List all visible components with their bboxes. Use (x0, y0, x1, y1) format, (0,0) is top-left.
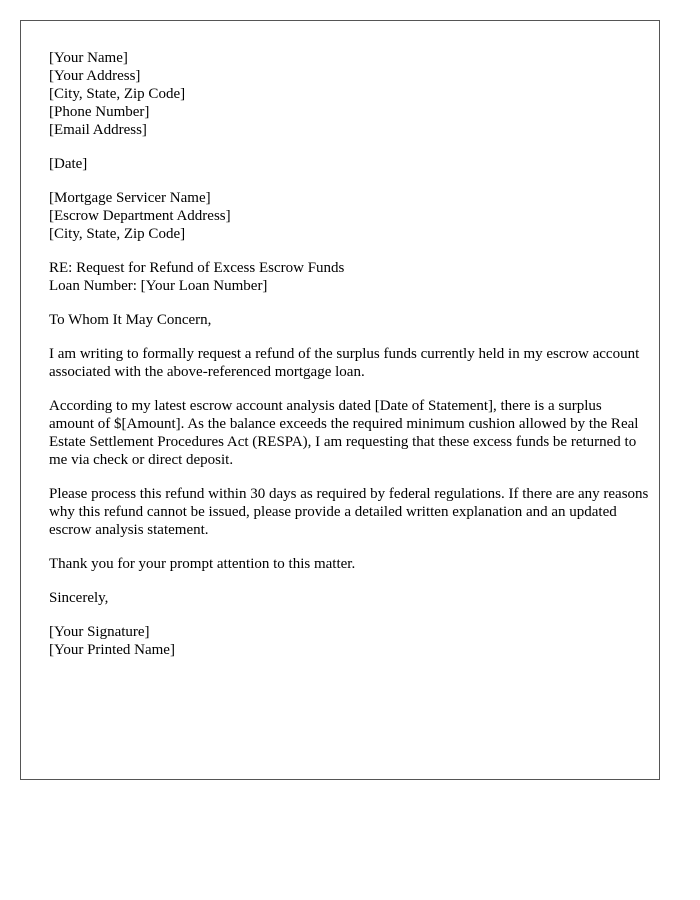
sender-email: [Email Address] (49, 122, 147, 138)
signature-block (49, 623, 649, 659)
subject-block (49, 259, 649, 295)
letter-page (20, 20, 660, 780)
sender-phone: [Phone Number] (49, 104, 150, 120)
letter-date: [Date] (49, 156, 88, 172)
date-block (49, 155, 649, 173)
sender-name: [Your Name] (49, 50, 128, 66)
signature-line: [Your Signature] (49, 624, 150, 640)
printed-name: [Your Printed Name] (49, 642, 175, 658)
body-paragraph-3: Please process this refund within 30 days as required by federal regulations. If there are any reasons why this refund cannot be issued, please provide a detailed written explanation and an updated escrow analysis statement. (49, 486, 649, 538)
letter-body (49, 49, 649, 675)
salutation: To Whom It May Concern, (49, 312, 212, 328)
sender-city-state-zip: [City, State, Zip Code] (49, 86, 186, 102)
recipient-city-state-zip: [City, State, Zip Code] (49, 226, 186, 242)
subject-loan-number: Loan Number: [Your Loan Number] (49, 278, 268, 294)
subject-re-line: RE: Request for Refund of Excess Escrow Funds (49, 260, 345, 276)
recipient-name: [Mortgage Servicer Name] (49, 190, 211, 206)
closing: Sincerely, (49, 590, 109, 606)
recipient-block (49, 189, 649, 243)
recipient-address: [Escrow Department Address] (49, 208, 231, 224)
body-paragraph-2: According to my latest escrow account analysis dated [Date of Statement], there is a surplus amount of $[Amount]. As the balance exceeds the required minimum cushion allowed by the Real Estate Settlement Procedures Act (RESPA), I am requesting that these excess funds be returned to me via check or direct deposit. (49, 398, 639, 468)
sender-block (49, 49, 649, 139)
body-paragraph-4: Thank you for your prompt attention to this matter. (49, 556, 356, 572)
body-paragraph-1: I am writing to formally request a refund of the surplus funds currently held in my escrow account associated with the above-referenced mortgage loan. (49, 346, 640, 380)
sender-address: [Your Address] (49, 68, 141, 84)
